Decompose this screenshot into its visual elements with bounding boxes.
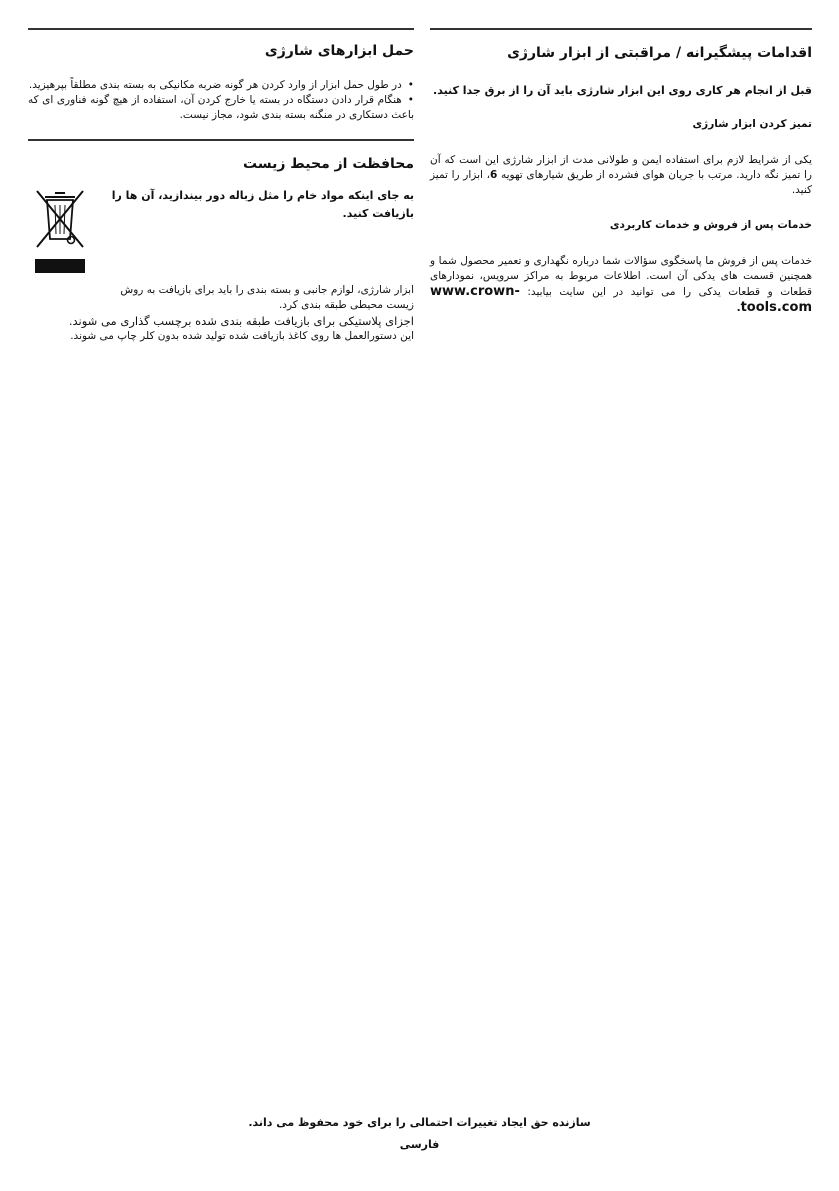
- recycle-statement: [100, 187, 414, 277]
- weee-symbol: [28, 187, 92, 277]
- cleaning-text-part1: یکی از شرایط لازم برای استفاده ایمن و طولانی مدت از ابزار شارژی این است که آن را تمیز نگه دارید. مرتب با جریان هوای فشرده از طریق شیارهای تهویه: [430, 154, 812, 181]
- recycle-text-1: ابزار شارژی، لوازم جانبی و بسته بندی را باید برای بازیافت به روش زیست محیطی طبقه بندی کرد.: [120, 284, 414, 311]
- transport-list: [28, 78, 414, 123]
- top-rule-left: [28, 28, 414, 30]
- disconnect-warning: قبل از انجام هر کاری روی این ابزار شارژی باید آن را از برق جدا کنید.: [433, 84, 812, 97]
- transport-bullet-1: • در طول حمل ابزار از وارد کردن هر گونه ضربه مکانیکی به بسته بندی مطلقاً بپرهیزید.: [28, 78, 414, 93]
- transport-environment-column: [28, 28, 414, 344]
- service-text: [430, 254, 812, 316]
- rights-reserved-note: سازنده حق ایجاد تغییرات احتمالی را برای خود محفوظ می داند.: [248, 1116, 591, 1129]
- service-period: .: [736, 302, 741, 314]
- service-heading: خدمات پس از فروش و خدمات کاربردی: [609, 219, 812, 231]
- service-text-body: خدمات پس از فروش ما پاسخگوی سؤالات شما درباره نگهداری و تعمیر محصول شما و همچنین قسمت های یدکی آن است. اطلاعات مربوط به مراکز سرویس، نمودارهای قطعات و قطعات یدکی را می توانید در این سایت بیابید:: [430, 255, 812, 298]
- transport-title: حمل ابزارهای شارژی: [264, 43, 414, 59]
- cleaning-text-part2: ، ابزار را تمیز کنید.: [430, 169, 812, 196]
- cleaning-heading: تمیز کردن ابزار شارژی: [692, 118, 812, 130]
- vent-ref-number: 6: [490, 169, 498, 181]
- language-label: فارسی: [399, 1138, 440, 1151]
- mid-rule-left: [28, 139, 414, 141]
- care-section-title: اقدامات پیشگیرانه / مراقبتی از ابزار شارژی: [507, 45, 812, 61]
- top-rule-right: [430, 28, 812, 30]
- crossed-out-wheelie-bin-icon: [31, 187, 89, 277]
- cleaning-text: [430, 153, 812, 198]
- care-column: [430, 28, 812, 316]
- environment-title: محافظت از محیط زیست: [243, 156, 414, 172]
- page-footer: [0, 1114, 839, 1154]
- recycle-text-2: اجزای پلاستیکی برای بازیافت طبقه بندی شده برچسب گذاری می شوند.: [68, 314, 414, 328]
- website-link[interactable]: www.crown-tools.com: [430, 284, 812, 315]
- recycle-bold-text: به جای اینکه مواد خام را مثل زباله دور بیندازید، آن ها را بازیافت کنید.: [111, 189, 414, 220]
- transport-bullet-2: • هنگام قرار دادن دستگاه در بسته یا خارج کردن آن، استفاده از هیچ گونه فناوری ای که باعث دستکاری در منگنه بسته بندی شود، مجاز نیست.: [28, 93, 414, 123]
- environment-block: [28, 187, 414, 277]
- recycle-text-3: این دستورالعمل ها روی کاغذ بازیافت شده تولید شده بدون کلر چاپ می شوند.: [70, 330, 414, 342]
